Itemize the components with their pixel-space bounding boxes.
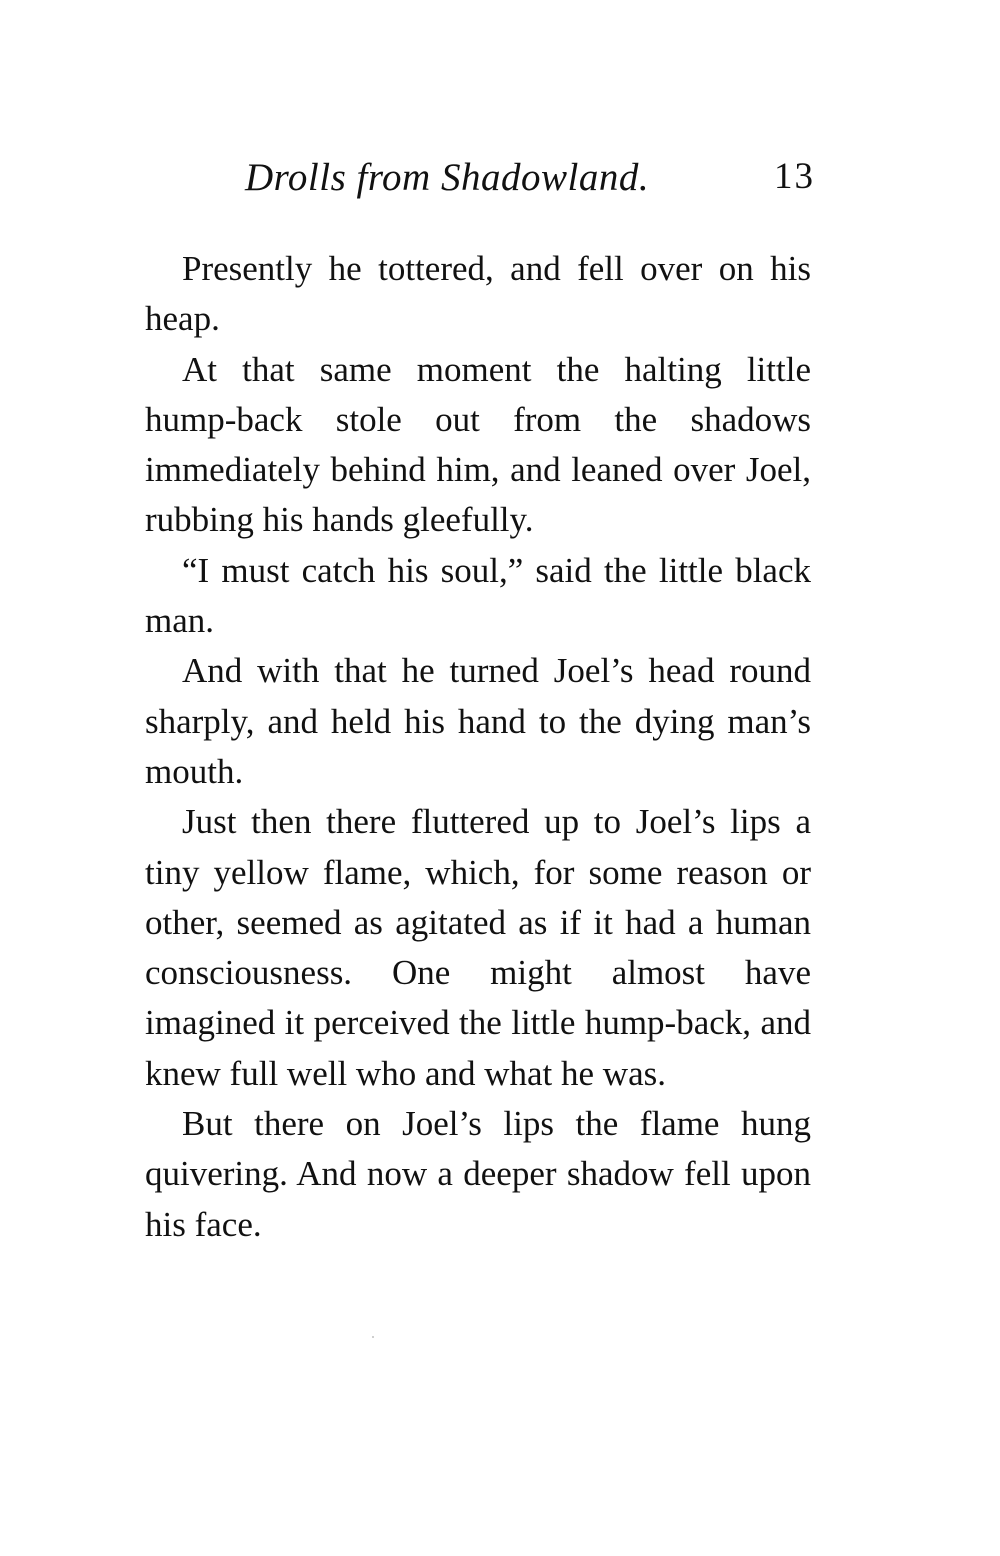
print-speck bbox=[372, 1336, 374, 1338]
body-text bbox=[145, 244, 811, 1250]
running-title: Drolls from Shadowland. bbox=[245, 156, 650, 199]
running-head bbox=[245, 155, 815, 215]
paragraph: Just then there fluttered up to Joel’s lips a tiny yellow flame, which, for some reason or other, seemed as agitated as if it had a human consciousness. One might almost have imagined it perceived the little hump-back, and knew full well who and what he was. bbox=[145, 802, 811, 1093]
paragraph: And with that he turned Joel’s head round sharply, and held his hand to the dying man’s mouth. bbox=[145, 651, 811, 791]
page-number: 13 bbox=[774, 156, 815, 197]
paragraph: “I must catch his soul,” said the little black man. bbox=[145, 550, 811, 641]
paragraph: But there on Joel’s lips the flame hung quivering. And now a deeper shadow fell upon his face. bbox=[145, 1104, 811, 1244]
paragraph: At that same moment the halting little hump-back stole out from the shadows immediately behind him, and leaned over Joel, rubbing his hands gleefully. bbox=[145, 349, 811, 540]
paragraph: Presently he tottered, and fell over on his heap. bbox=[145, 249, 811, 339]
